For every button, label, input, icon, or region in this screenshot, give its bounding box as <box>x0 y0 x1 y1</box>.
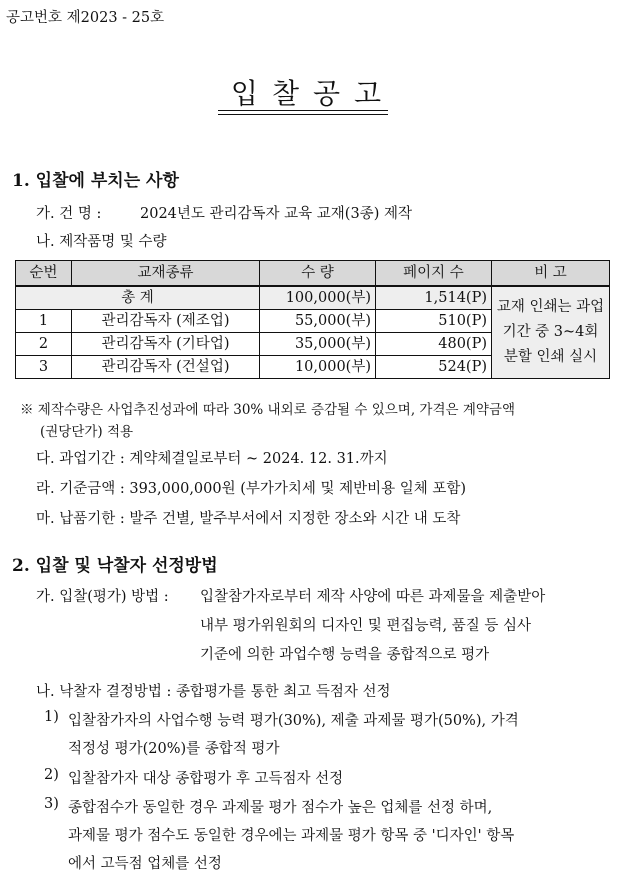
total-pages: 1,514(P) <box>376 286 492 310</box>
item-name-value: 2024년도 관리감독자 교육 교재(3종) 제작 <box>140 206 412 222</box>
row-pages: 480(P) <box>376 333 492 356</box>
criteria-3-line3: 에서 고득점 업체를 선정 <box>68 856 222 872</box>
page-title: 입찰공고 <box>230 77 396 110</box>
criteria-1-line1: 입찰참가자의 사업수행 능력 평가(30%), 제출 과제물 평가(50%), 가격 <box>68 713 519 729</box>
criteria-1-number: 1) <box>44 709 59 725</box>
bid-method-line1: 입찰참가자로부터 제작 사양에 따른 과제물을 제출받아 <box>200 589 546 605</box>
criteria-2-number: 2) <box>44 767 59 783</box>
bid-method-line2: 내부 평가위원회의 디자인 및 편집능력, 품질 등 심사 <box>200 618 532 634</box>
criteria-1-line2: 적정성 평가(20%)를 종합적 평가 <box>68 741 280 757</box>
criteria-2-line1: 입찰참가자 대상 종합평가 후 고득점자 선정 <box>68 771 344 787</box>
criteria-3-line2: 과제물 평가 점수도 동일한 경우에는 과제물 평가 항목 중 '디자인' 항목 <box>68 828 515 844</box>
row-book-type: 관리감독자 (기타업) <box>72 333 260 356</box>
section-2-heading: 2. 입찰 및 낙찰자 선정방법 <box>12 556 218 576</box>
title-underline-double <box>218 114 388 115</box>
row-qty: 55,000(부) <box>260 310 376 333</box>
row-book-type: 관리감독자 (제조업) <box>72 310 260 333</box>
remark-cell: 교재 인쇄는 과업기간 중 3~4회 분할 인쇄 실시 <box>492 286 610 379</box>
table-total-row <box>16 286 610 310</box>
base-amount: 라. 기준금액 : 393,000,000원 (부가가치세 및 제반비용 일체 포함) <box>36 481 467 497</box>
criteria-3-line1: 종합점수가 동일한 경우 과제물 평가 점수가 높은 업체를 선정 하며, <box>68 800 493 816</box>
winner-method: 나. 낙찰자 결정방법 : 종합평가를 통한 최고 득점자 선정 <box>36 684 391 700</box>
col-header-remark: 비 고 <box>492 261 610 287</box>
col-header-pages: 페이지 수 <box>376 261 492 287</box>
contract-period: 다. 과업기간 : 계약체결일로부터 ~ 2024. 12. 31.까지 <box>36 451 388 467</box>
bid-method-line3: 기준에 의한 과업수행 능력을 종합적으로 평가 <box>200 647 490 663</box>
total-label: 총 계 <box>16 286 260 310</box>
row-no: 1 <box>16 310 72 333</box>
product-qty-label: 나. 제작품명 및 수량 <box>36 234 167 250</box>
table-header-row <box>16 261 610 287</box>
total-qty: 100,000(부) <box>260 286 376 310</box>
title-underline <box>218 110 388 111</box>
row-no: 3 <box>16 356 72 379</box>
col-header-no: 순번 <box>16 261 72 287</box>
col-header-book-type: 교재종류 <box>72 261 260 287</box>
row-pages: 524(P) <box>376 356 492 379</box>
delivery-deadline: 마. 납품기한 : 발주 건별, 발주부서에서 지정한 장소와 시간 내 도착 <box>36 511 461 527</box>
row-pages: 510(P) <box>376 310 492 333</box>
product-table <box>15 260 610 379</box>
bid-method-label: 가. 입찰(평가) 방법 : <box>36 589 169 605</box>
row-qty: 10,000(부) <box>260 356 376 379</box>
row-book-type: 관리감독자 (건설업) <box>72 356 260 379</box>
quantity-note-line1: ※ 제작수량은 사업추진성과에 따라 30% 내외로 증감될 수 있으며, 가격은 계약금액 <box>20 402 515 418</box>
item-name-label: 가. 건 명 : <box>36 206 102 222</box>
row-qty: 35,000(부) <box>260 333 376 356</box>
col-header-quantity: 수 량 <box>260 261 376 287</box>
criteria-3-number: 3) <box>44 796 59 812</box>
notice-number: 공고번호 제2023 - 25호 <box>6 10 165 26</box>
row-no: 2 <box>16 333 72 356</box>
section-1-heading: 1. 입찰에 부치는 사항 <box>12 171 179 191</box>
quantity-note-line2: (권당단가) 적용 <box>40 424 134 440</box>
